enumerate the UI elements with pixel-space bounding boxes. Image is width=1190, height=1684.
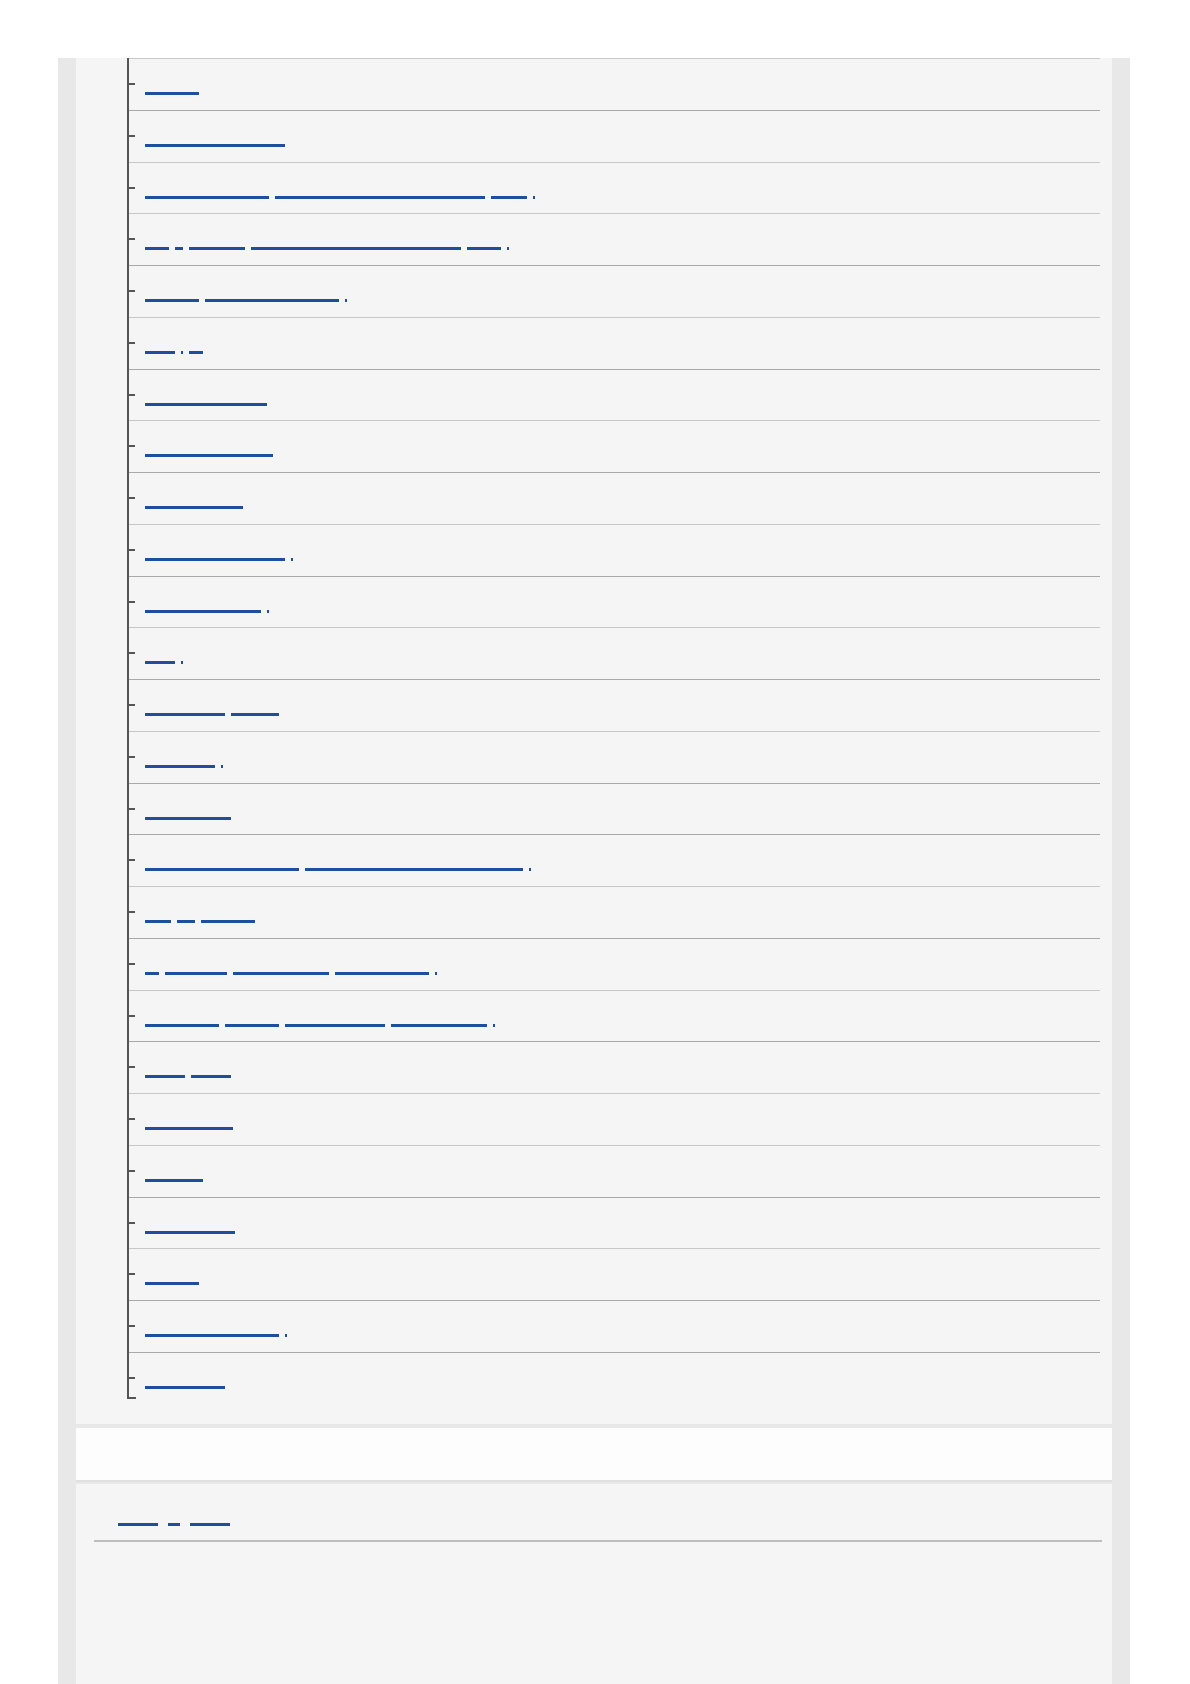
tree-branch-tick xyxy=(129,497,135,499)
link-underline xyxy=(177,920,195,923)
link-underline xyxy=(205,299,339,302)
link-underline xyxy=(145,403,267,406)
link-underline xyxy=(145,92,199,95)
link-underline xyxy=(145,351,175,354)
tree-item xyxy=(129,990,1100,1043)
tree-item xyxy=(129,1145,1100,1198)
link-underline xyxy=(233,972,329,975)
link-dot xyxy=(493,1024,495,1027)
tree-item xyxy=(129,1352,1100,1405)
divider xyxy=(94,1540,1102,1542)
tree-item xyxy=(129,472,1100,525)
link-underline xyxy=(225,1024,279,1027)
tree-item-link[interactable] xyxy=(145,382,267,408)
link-underline xyxy=(145,1386,225,1389)
link-underline xyxy=(145,1231,235,1234)
tree-branch-tick xyxy=(129,83,135,85)
tree-item-link[interactable] xyxy=(145,847,531,873)
link-underline xyxy=(145,506,243,509)
tree-item xyxy=(129,834,1100,887)
tree-item xyxy=(129,369,1100,422)
tree-item-link[interactable] xyxy=(145,175,535,201)
tree-item-link[interactable] xyxy=(145,1003,495,1029)
link-underline xyxy=(145,1334,279,1337)
link-underline xyxy=(145,1179,203,1182)
tree-item-link[interactable] xyxy=(145,71,199,97)
tree-branch-tick xyxy=(129,445,135,447)
tree-branch-tick xyxy=(129,187,135,189)
tree-item-link[interactable] xyxy=(145,433,273,459)
separator-band xyxy=(76,1428,1112,1482)
tree-item xyxy=(129,1197,1100,1250)
tree-branch-tick xyxy=(129,342,135,344)
link-dot xyxy=(507,247,509,250)
link-dot xyxy=(181,351,183,354)
link-underline xyxy=(467,247,501,250)
link-underline xyxy=(285,1024,385,1027)
tree-item-link[interactable] xyxy=(145,899,255,925)
tree-branch-tick xyxy=(129,1377,135,1379)
link-dot xyxy=(285,1334,287,1337)
tree-item xyxy=(129,886,1100,939)
link-underline xyxy=(391,1024,487,1027)
tree-item xyxy=(129,938,1100,991)
tree-item-link[interactable] xyxy=(145,278,347,304)
link-underline xyxy=(145,247,169,250)
tree-item-link[interactable] xyxy=(145,796,231,822)
link-underline xyxy=(165,972,227,975)
link-underline xyxy=(275,196,485,199)
tree-item-link[interactable] xyxy=(145,1106,233,1132)
tree-item-link[interactable] xyxy=(145,692,279,718)
tree-branch-tick xyxy=(129,756,135,758)
tree-item xyxy=(129,783,1100,836)
link-dot xyxy=(221,765,223,768)
link-underline xyxy=(191,1075,231,1078)
tree-item-link[interactable] xyxy=(145,744,223,770)
tree-item-link[interactable] xyxy=(145,1210,235,1236)
tree-item-link[interactable] xyxy=(145,1054,231,1080)
link-dot xyxy=(181,661,183,664)
link-underline xyxy=(145,713,225,716)
tree-item-link[interactable] xyxy=(145,951,437,977)
link-underline xyxy=(335,972,429,975)
tree-item xyxy=(129,213,1100,266)
link-underline xyxy=(118,1523,158,1526)
tree-item xyxy=(129,317,1100,370)
link-underline xyxy=(145,765,215,768)
tree-branch-tick xyxy=(129,238,135,240)
link-underline xyxy=(190,1523,230,1526)
link-dot xyxy=(435,972,437,975)
tree-branch-tick xyxy=(129,911,135,913)
tree-item xyxy=(129,627,1100,680)
link-underline xyxy=(145,454,273,457)
link-dot xyxy=(291,558,293,561)
tree-item xyxy=(129,576,1100,629)
link-underline xyxy=(175,247,183,250)
tree-item-link[interactable] xyxy=(145,589,269,615)
tree-item-link[interactable] xyxy=(145,330,203,356)
tree-branch-tick xyxy=(129,1066,135,1068)
tree-item xyxy=(129,679,1100,732)
tree-item xyxy=(129,420,1100,473)
link-underline xyxy=(189,247,245,250)
tree-branch-tick xyxy=(129,1222,135,1224)
tree-item-link[interactable] xyxy=(145,226,509,252)
tree-item-link[interactable] xyxy=(145,1365,225,1391)
tree-item xyxy=(129,1093,1100,1146)
tree-branch-tick xyxy=(129,1118,135,1120)
link-underline xyxy=(145,868,299,871)
link-underline xyxy=(145,1024,219,1027)
tree-branch-tick xyxy=(129,1273,135,1275)
link-underline xyxy=(201,920,255,923)
tree-branch-tick xyxy=(129,290,135,292)
tree-branch-tick xyxy=(129,859,135,861)
link-dot xyxy=(267,610,269,613)
tree-branch-tick xyxy=(129,963,135,965)
tree-item-link[interactable] xyxy=(145,123,285,149)
link-underline xyxy=(145,558,285,561)
link-underline xyxy=(145,1127,233,1130)
tree-item xyxy=(129,58,1100,111)
tree-item xyxy=(129,1300,1100,1353)
tree-item-link[interactable] xyxy=(145,1261,199,1287)
link-underline xyxy=(491,196,527,199)
tree-branch-tick xyxy=(129,652,135,654)
tree-item xyxy=(129,265,1100,318)
tree-item xyxy=(129,524,1100,577)
link-dot xyxy=(529,868,531,871)
link-underline xyxy=(251,247,461,250)
tree-item-link[interactable] xyxy=(145,537,293,563)
tree-item-link[interactable] xyxy=(145,640,183,666)
link-dot xyxy=(533,196,535,199)
tree-item xyxy=(129,731,1100,784)
breadcrumb-link[interactable] xyxy=(118,1508,230,1528)
link-underline xyxy=(145,1075,185,1078)
link-underline xyxy=(145,817,231,820)
tree-item xyxy=(129,1041,1100,1094)
tree-branch-tick xyxy=(129,808,135,810)
link-underline xyxy=(145,661,175,664)
tree-item-link[interactable] xyxy=(145,485,243,511)
link-underline xyxy=(145,144,285,147)
link-underline xyxy=(145,196,269,199)
tree-item xyxy=(129,110,1100,163)
link-underline xyxy=(145,1282,199,1285)
bottom-panel xyxy=(76,1484,1112,1684)
link-underline xyxy=(168,1523,180,1526)
link-underline xyxy=(305,868,523,871)
tree-branch-tick xyxy=(129,704,135,706)
tree-branch-tick xyxy=(129,1325,135,1327)
link-underline xyxy=(231,713,279,716)
link-underline xyxy=(145,610,261,613)
link-underline xyxy=(145,920,171,923)
tree-item xyxy=(129,162,1100,215)
tree-branch-tick xyxy=(129,549,135,551)
tree-item xyxy=(129,1248,1100,1301)
tree-branch-tick xyxy=(129,135,135,137)
link-underline xyxy=(145,972,159,975)
tree-branch-tick xyxy=(129,1170,135,1172)
tree-item-link[interactable] xyxy=(145,1313,287,1339)
link-underline xyxy=(189,351,203,354)
tree-item-link[interactable] xyxy=(145,1158,203,1184)
tree-branch-tick xyxy=(129,394,135,396)
tree-branch-tick xyxy=(129,601,135,603)
link-underline xyxy=(145,299,199,302)
link-dot xyxy=(345,299,347,302)
tree-branch-tick xyxy=(129,1015,135,1017)
